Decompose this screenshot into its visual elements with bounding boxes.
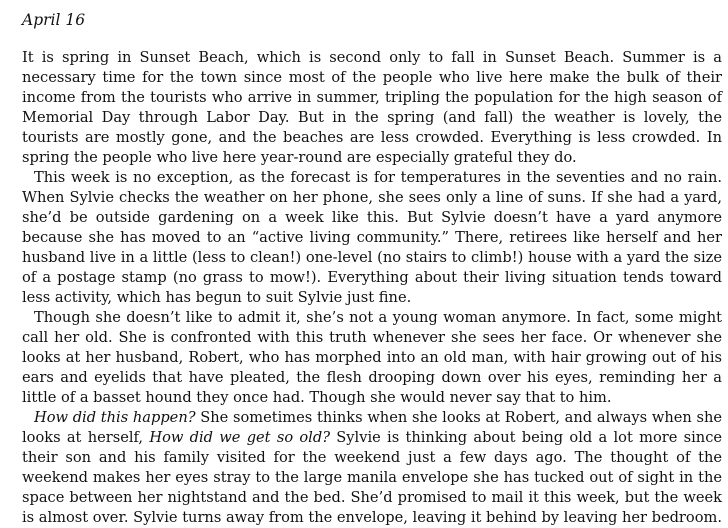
paragraph-3: Though she doesn’t like to admit it, she’s not a young woman anymore. In fact, some might call her old. She is confronted with this truth whenever she sees her face. Or whenever she looks at her husband, Robert, who has morphed into an old man, with hair growing out of his ears and eyelids that have pleated, the flesh drooping down over his eyes, reminding her a little of a basset hound they once had. Though she would never say that to him. <box>22 309 722 406</box>
document-page <box>22 10 722 528</box>
paragraph-4 <box>22 408 722 528</box>
entry-date: April 16 <box>22 11 86 29</box>
italic-thought-2: How did we get so old? <box>149 429 331 446</box>
paragraph-4-end: Sylvie is thinking about being old a lot more since their son and his family visited for the weekend just a few days ago. The thought of the weekend makes her eyes stray to the large manila envelope she has tucked out of sight in the space between her nightstand and the bed. She’d promised to mail it this week, but the week is almost over. Sylvie turns away from the envelope, leaving it behind by leaving her bedroom. <box>22 429 723 526</box>
paragraph-2: This week is no exception, as the forecast is for temperatures in the seventies and no rain. When Sylvie checks the weather on her phone, she sees only a line of suns. If she had a yard, she’d be outside gardening on a week like this. But Sylvie doesn’t have a yard anymore because she has moved to an “active living community.” There, retirees like herself and her husband live in a little (less to clean!) one-level (no stairs to climb!) house with a yard the size of a postage stamp (no grass to mow!). Everything about their living situation tends toward less activity, which has begun to suit Sylvie just fine. <box>22 169 722 306</box>
paragraph-1: It is spring in Sunset Beach, which is second only to fall in Sunset Beach. Summer is a necessary time for the town since most of the people who live here make the bulk of their income from the tourists who arrive in summer, tripling the population for the high season of Memorial Day through Labor Day. But in the spring (and fall) the weather is lovely, the tourists are mostly gone, and the beaches are less crowded. Everything is less crowded. In spring the people who live here year-round are especially grateful they do. <box>22 49 722 166</box>
italic-thought-1: How did this happen? <box>34 409 196 426</box>
paragraph-4-middle: She sometimes thinks when she looks at Robert, and always when she looks at herself, <box>22 409 722 446</box>
